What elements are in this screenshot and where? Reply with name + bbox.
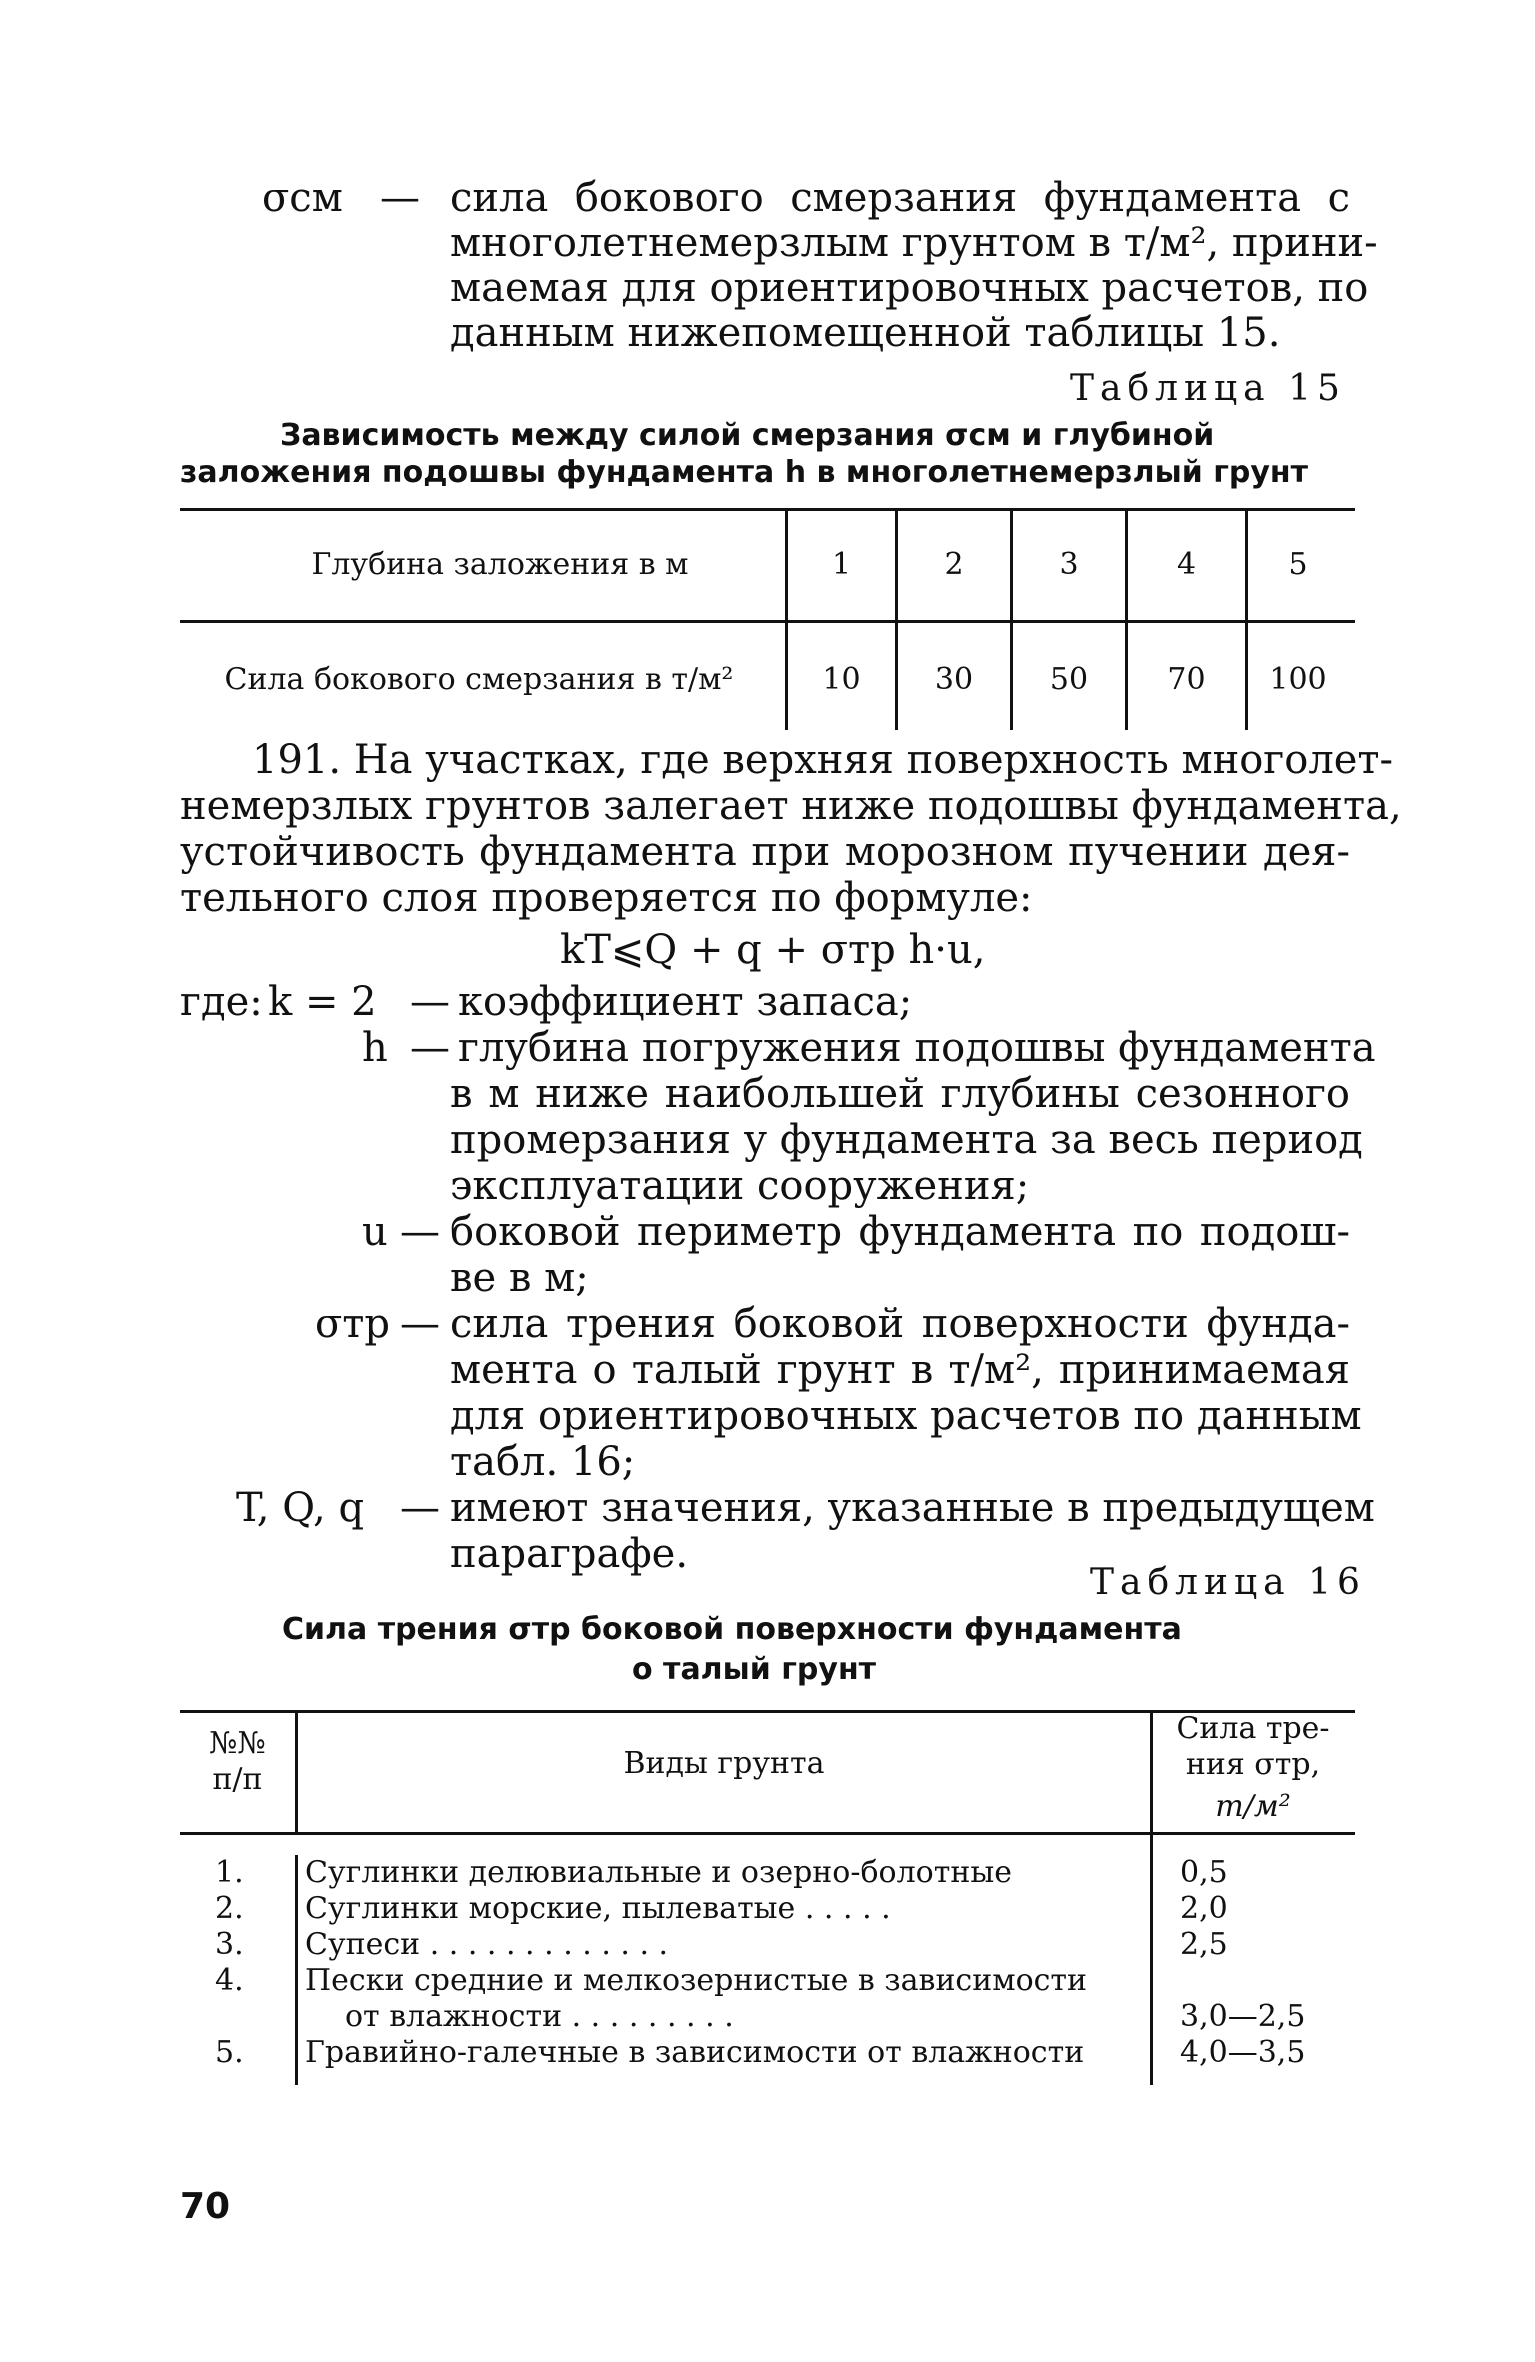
table15-row1-cell: 3	[1059, 547, 1079, 582]
table15-row2-cell: 50	[1049, 662, 1089, 697]
table15-row2-cell: 70	[1167, 662, 1206, 697]
table16-header-type: Виды грунта	[623, 1746, 825, 1781]
intro-line-1: сила бокового смерзания фундамента с	[450, 175, 1350, 221]
def-symbol: u	[362, 1209, 388, 1255]
table15-row2-cell: 100	[1269, 662, 1327, 697]
def-text: в м ниже наибольшей глубины сезонного	[450, 1071, 1350, 1117]
formula: kT⩽Q + q + σтр h·u,	[560, 927, 986, 973]
table15-row2-label: Сила бокового смерзания в т/м²	[224, 662, 734, 697]
def-text: коэффициент запаса;	[458, 979, 913, 1025]
para191-line-2: немерзлых грунтов залегает ниже подошвы фундамента,	[180, 783, 1402, 829]
table15-top-rule	[180, 508, 1355, 511]
table16-header-rule	[180, 1832, 1355, 1835]
table16-row-num: 1.	[215, 1855, 244, 1890]
table16-row-num: 5.	[215, 2035, 244, 2070]
def-symbol: k = 2	[268, 979, 377, 1025]
def-text: промерзания у фундамента за весь период	[450, 1117, 1363, 1163]
table16-title-line-2: о талый грунт	[632, 1652, 877, 1687]
def-text: табл. 16;	[450, 1439, 636, 1485]
table16-row-type: Суглинки морские, пылеватые . . . . .	[305, 1891, 891, 1926]
table15-row1-cell: 4	[1176, 547, 1197, 582]
table16-row-num: 4.	[215, 1963, 244, 1998]
table16-row-type: Пески средние и мелкозернистые в зависимости	[305, 1963, 1088, 1998]
intro-line-4: данным нижепомещенной таблицы 15.	[450, 310, 1281, 356]
def-text: глубина погружения подошвы фундамента	[458, 1025, 1376, 1071]
para191-line-4: тельного слоя проверяется по формуле:	[180, 875, 1033, 921]
table16-row-value: 4,0—3,5	[1180, 2035, 1306, 2070]
table15-title-line-1: Зависимость между силой смерзания σсм и глубиной	[280, 418, 1215, 453]
def-text: для ориентировочных расчетов по данным	[450, 1393, 1362, 1439]
page-number: 70	[180, 2186, 231, 2227]
table15-row1-cell: 2	[944, 547, 964, 582]
def-text: боковой периметр фундамента по подош-	[450, 1209, 1350, 1255]
intro-dash: —	[380, 175, 420, 221]
table15-row2-cell: 10	[822, 662, 861, 697]
def-text: эксплуатации сооружения;	[450, 1163, 1030, 1209]
def-symbol: T, Q, q	[236, 1485, 365, 1531]
table16-row-value: 2,0	[1180, 1891, 1228, 1926]
def-symbol: h	[362, 1025, 388, 1071]
table15-row1-cell: 1	[831, 547, 852, 582]
table16-header-force: ния σтр,	[1185, 1747, 1321, 1782]
sigma-sm-symbol: σсм	[262, 175, 343, 221]
def-text: имеют значения, указанные в предыдущем	[450, 1485, 1375, 1531]
table16-header-force: Сила тре-	[1176, 1711, 1330, 1746]
table15-row1-cell: 5	[1288, 547, 1308, 582]
table16-row-value: 2,5	[1180, 1927, 1228, 1962]
table16-row-type: Суглинки делювиальные и озерно-болотные	[305, 1855, 1012, 1890]
table15-caption: Таблица 15	[1070, 368, 1346, 409]
para191-line-3: устойчивость фундамента при морозном пучении дея-	[180, 829, 1350, 875]
table16-header-num: №№	[209, 1726, 266, 1761]
table15-row1-label: Глубина заложения в м	[311, 547, 689, 582]
table16-header-num: п/п	[212, 1762, 263, 1797]
table16-row-value: 3,0—2,5	[1180, 1999, 1306, 2034]
def-text: сила трения боковой поверхности фунда-	[450, 1301, 1350, 1347]
table16-title-line-1: Сила трения σтр боковой поверхности фундамента	[282, 1612, 1182, 1647]
where-label: где:	[180, 979, 263, 1025]
table16-divider	[295, 1855, 298, 2085]
table15-row2-cell: 30	[934, 662, 974, 697]
table16-row-type: Гравийно-галечные в зависимости от влажности	[305, 2035, 1085, 2070]
def-text: ве в м;	[450, 1255, 589, 1301]
table16-row-value: 0,5	[1180, 1855, 1228, 1890]
intro-line-3: маемая для ориентировочных расчетов, по	[450, 265, 1369, 311]
def-symbol: σтр	[315, 1301, 391, 1347]
table16-caption: Таблица 16	[1090, 1562, 1366, 1603]
def-text: параграфе.	[450, 1531, 689, 1577]
table15-title-line-2: заложения подошвы фундамента h в многолетнемерзлый грунт	[180, 455, 1309, 490]
para191-line-1: 191. На участках, где верхняя поверхность многолет-	[252, 737, 1394, 783]
table16-row-num: 2.	[215, 1891, 244, 1926]
table15-mid-rule	[180, 620, 1355, 623]
table16-header-force: т/м²	[1215, 1789, 1291, 1824]
table16-row-type-cont: от влажности . . . . . . . . .	[345, 1999, 734, 2034]
intro-line-2: многолетнемерзлым грунтом в т/м², прини-	[450, 220, 1378, 266]
def-text: мента о талый грунт в т/м², принимаемая	[450, 1347, 1350, 1393]
table16-row-type: Супеси . . . . . . . . . . . . .	[305, 1927, 669, 1962]
table16-row-num: 3.	[215, 1927, 244, 1962]
